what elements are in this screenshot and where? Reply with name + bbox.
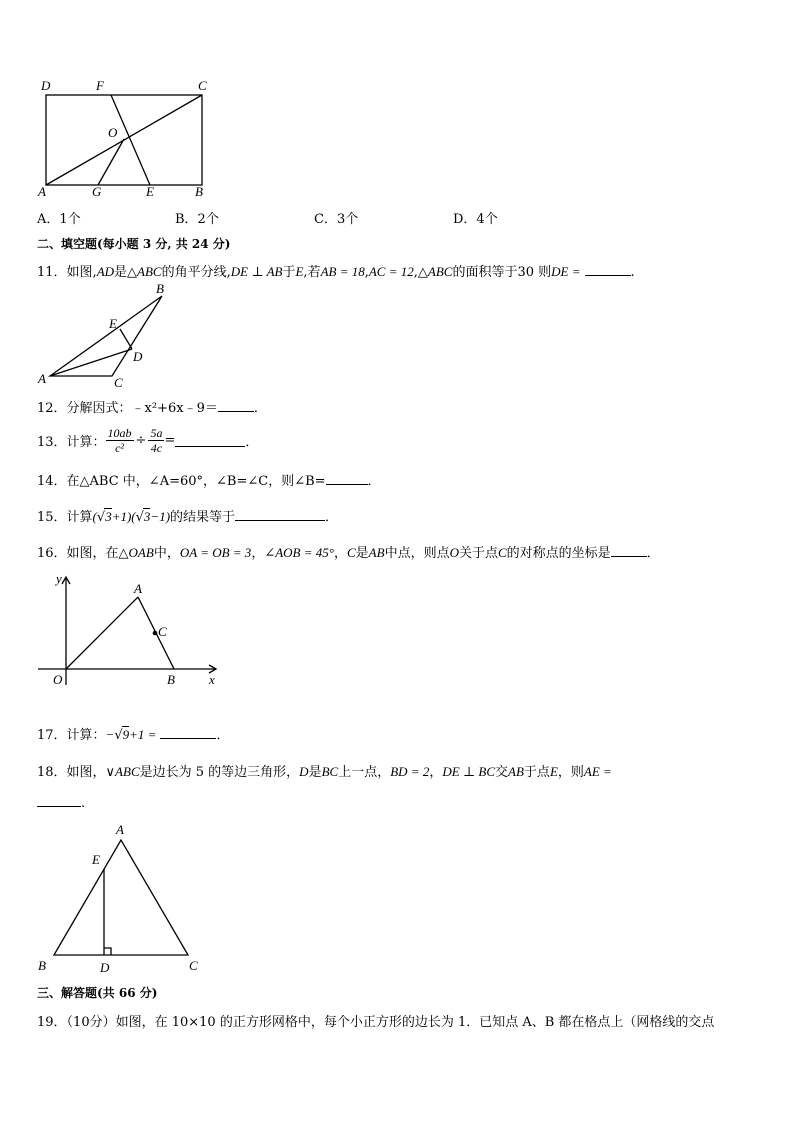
q11-t3: 于 <box>282 265 296 280</box>
question-19: 19．（10分）如图，在 10×10 的正方形网格中，每个小正方形的边长为 1．已知点 A、B 都在格点上（网格线的交点 <box>37 1015 715 1030</box>
q16-ab: AB <box>368 545 385 560</box>
q13-eq: = <box>164 432 176 448</box>
q15-e2: +1)( <box>111 509 136 524</box>
q15-root-2: 3 <box>143 509 151 524</box>
q14-end: ． <box>367 474 381 489</box>
q16-c2: ， <box>333 546 347 561</box>
label-A: A <box>38 184 46 199</box>
option-d: D．4个 <box>453 212 498 227</box>
q16-eq1: OA = OB = 3 <box>179 545 252 560</box>
q18-t2: 是 <box>308 765 322 780</box>
q11-pre: 如图, <box>66 265 97 280</box>
q18-de: DE ⊥ BC <box>442 764 496 779</box>
q18-e: E <box>549 764 558 779</box>
label-O: O <box>108 125 118 140</box>
q11-e: E <box>295 264 304 279</box>
q11-c1: , <box>364 265 369 280</box>
q14-text: 14．在△ABC 中，∠A=60°，∠B=∠C，则∠B= <box>37 474 326 489</box>
label-C: C <box>158 624 167 639</box>
triangle-abc <box>54 840 188 955</box>
option-a: A．1个 <box>37 212 81 227</box>
q18-pre: 18．如图， <box>37 765 106 780</box>
label-x: x <box>209 672 215 687</box>
label-y: y <box>56 571 62 586</box>
q17-pre: 17．计算： <box>37 728 106 743</box>
q15-root-1: 3 <box>105 509 112 524</box>
q11-de-eq: DE = <box>551 264 581 279</box>
q11-t2: 的角平分线, <box>161 265 231 280</box>
q11-ad: AD <box>96 264 115 279</box>
q15-post: 的结果等于 <box>170 510 236 525</box>
q16-angle: ∠AOB = 45° <box>264 545 334 560</box>
q11-t5: 的面积等于30 则 <box>452 265 552 280</box>
label-O: O <box>53 672 63 687</box>
q17-end: ． <box>216 728 230 743</box>
label-A: A <box>134 581 142 596</box>
q18-bc: BC <box>321 764 339 779</box>
question-15: 15．计算(√3+1)(√3−1)的结果等于 ． <box>37 509 339 525</box>
q16-tri: △OAB <box>118 545 154 560</box>
label-B: B <box>167 672 175 687</box>
label-A: A <box>38 371 46 386</box>
q18-c1: ， <box>429 765 443 780</box>
q17-plus: +1 = <box>129 727 157 742</box>
q18-bd: BD = 2 <box>390 764 430 779</box>
right-angle-mark <box>104 948 111 955</box>
label-C: C <box>198 78 207 93</box>
label-B: B <box>156 281 164 296</box>
q18-t6: ，则 <box>557 765 584 780</box>
q17-root: 9 <box>122 727 130 742</box>
q16-o: O <box>449 545 459 560</box>
q11-ab: AB = 18 <box>320 264 365 279</box>
q18-d: D <box>299 764 309 779</box>
q16-c2-point: C <box>497 545 507 560</box>
section-title-fill-in: 二、填空题(每小题 3 分, 共 24 分) <box>37 237 231 251</box>
q16-t4: 关于点 <box>458 546 498 561</box>
option-c: C．3个 <box>314 212 359 227</box>
q18-t5: 于点 <box>523 765 550 780</box>
label-D: D <box>41 78 51 93</box>
section-title-solutions: 三、解答题(共 66 分) <box>37 986 158 1000</box>
q15-pre: 15．计算 <box>37 510 93 525</box>
q11-c2: , <box>413 265 418 280</box>
question-17: 17．计算：−√9+1 = ． <box>37 727 230 743</box>
q18-ae: AE = <box>583 764 612 779</box>
q16-t5: 的对称点的坐标是 <box>506 546 611 561</box>
q15-e1: ( <box>92 509 97 524</box>
q13-f2-den: 4c <box>150 440 163 455</box>
q16-c: C <box>346 545 356 560</box>
label-C: C <box>189 958 198 973</box>
q12-text: 12．分解因式：﹣x²+6x﹣9＝ <box>37 401 218 416</box>
q18-t4: 交 <box>495 765 509 780</box>
q13-op: ÷ <box>135 432 147 448</box>
q16-t1: 中， <box>153 546 180 561</box>
q11-de-perp: DE ⊥ AB <box>230 264 283 279</box>
option-b: B．2个 <box>175 212 219 227</box>
q18-ab: AB <box>508 764 524 779</box>
label-D: D <box>100 960 110 975</box>
q16-c1: ， <box>251 546 265 561</box>
q11-end: . <box>630 265 635 280</box>
q11-ac: AC = 12 <box>368 264 414 279</box>
q16-end: ． <box>646 546 660 561</box>
q15-end: ． <box>325 510 339 525</box>
q11-t4: ,若 <box>303 265 321 280</box>
q13-f2-num: 5a <box>150 425 163 440</box>
label-C: C <box>114 375 123 390</box>
q18-end: . <box>81 796 86 811</box>
label-G: G <box>92 184 102 199</box>
q11-t1: 是 <box>114 265 128 280</box>
q15-e3: −1) <box>150 509 171 524</box>
q13-f1-den: c² <box>115 440 125 455</box>
label-E: E <box>92 852 100 867</box>
q17-minus: − <box>105 727 115 742</box>
label-B: B <box>38 958 46 973</box>
q12-end: ． <box>253 401 267 416</box>
q11-tri1: △ABC <box>127 264 162 279</box>
label-B: B <box>195 184 203 199</box>
label-F: F <box>96 78 104 93</box>
label-E: E <box>109 316 117 331</box>
label-A: A <box>116 822 124 837</box>
label-E: E <box>146 184 154 199</box>
q18-tri: ∨ABC <box>105 764 140 779</box>
q16-t3: 中点，则点 <box>384 546 450 561</box>
label-D: D <box>133 349 143 364</box>
q13-pre: 13．计算： <box>37 434 106 450</box>
q11-number: 11． <box>37 265 67 280</box>
q16-t2: 是 <box>355 546 369 561</box>
q13-end: ． <box>245 434 259 450</box>
q18-t3: 上一点， <box>338 765 391 780</box>
q18-t1: 是边长为 5 的等边三角形， <box>139 765 300 780</box>
q16-pre: 16．如图，在 <box>37 546 119 561</box>
q13-f1-num: 10ab <box>107 425 132 440</box>
q11-tri2: △ABC <box>417 264 453 279</box>
